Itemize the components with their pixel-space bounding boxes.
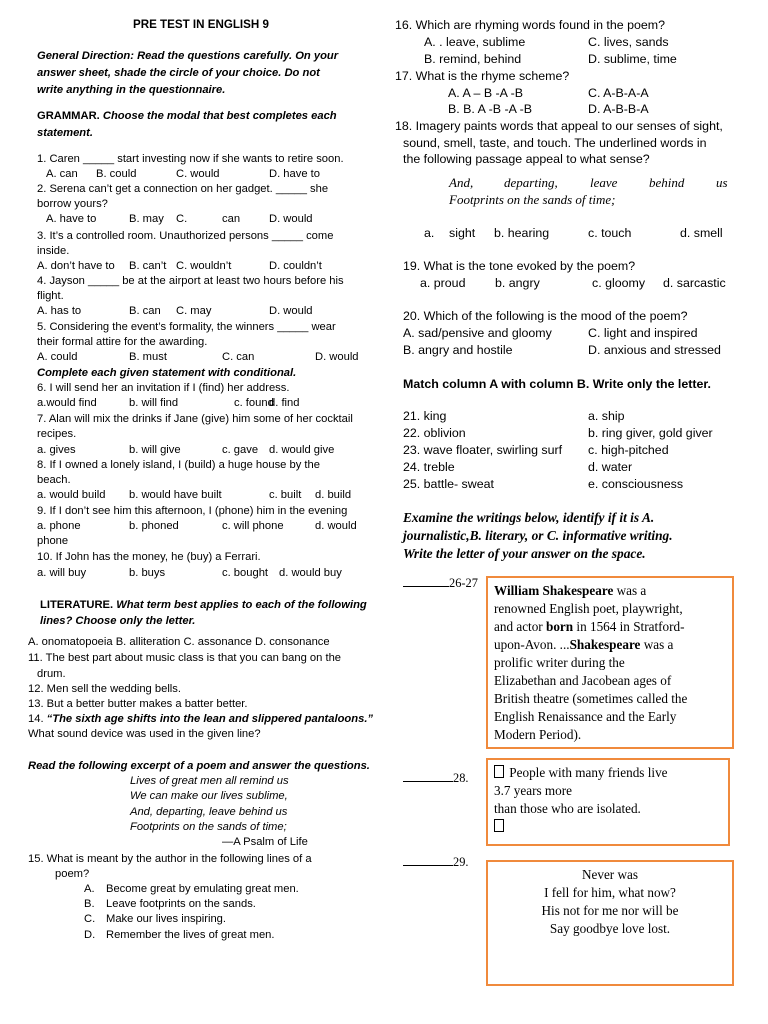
q16-option-d: D. sublime, time	[588, 52, 677, 66]
q8-option-b: b. would have built	[129, 489, 222, 501]
q15-option-d-letter: D.	[84, 929, 96, 941]
answer-blank-26-27[interactable]	[403, 575, 478, 591]
q6-option-c: c. found	[234, 397, 274, 409]
question-11-line-2: drum.	[37, 668, 66, 680]
question-9: 9. If I don’t see him this afternoon, I (phone) him in the evening	[37, 505, 348, 517]
examine-instruction-1: Examine the writings below, identify if it is A.	[403, 510, 655, 525]
box1-line-4-b: was a	[640, 637, 674, 652]
q18-option-a-letter: a.	[424, 226, 435, 240]
q4-option-c: C. may	[176, 305, 212, 317]
poem-line-1: Lives of great men all remind us	[130, 775, 289, 787]
box1-bold-shakespeare: Shakespeare	[569, 637, 641, 652]
question-6: 6. I will send her an invitation if I (find) her address.	[37, 382, 290, 394]
question-20: 20. Which of the following is the mood of the poem?	[403, 309, 688, 323]
question-14-number: 14.	[28, 713, 44, 725]
q10-option-a: a. will buy	[37, 567, 87, 579]
box1-line-4	[494, 636, 726, 654]
question-16: 16. Which are rhyming words found in the poem?	[395, 18, 665, 32]
grammar-instruction	[37, 109, 337, 124]
question-5-line-2: their formal attire for the awarding.	[37, 336, 208, 348]
missing-glyph-icon	[494, 819, 504, 832]
q19-option-a: a. proud	[420, 276, 466, 290]
question-3: 3. It’s a controlled room. Unauthorized persons _____ come	[37, 230, 334, 242]
examine-instruction-2: journalistic,B. literary, or C. informative writing.	[403, 528, 673, 543]
match-a-23: 23. wave floater, swirling surf	[403, 443, 563, 457]
q9-option-a: a. phone	[37, 520, 81, 532]
q15-option-a: Become great by emulating great men.	[106, 883, 299, 895]
match-a-24: 24. treble	[403, 460, 455, 474]
box1-line-6: Elizabethan and Jacobean ages of	[494, 673, 672, 688]
question-7-line-2: recipes.	[37, 428, 77, 440]
match-a-21: 21. king	[403, 409, 447, 423]
q18-passage-word-1: And,	[449, 175, 474, 190]
q6-option-d: d. find	[269, 397, 300, 409]
q2-option-d: D. would	[269, 213, 313, 225]
box3-line-4: Say goodbye love lost.	[549, 921, 671, 936]
item-28-label: 28.	[453, 771, 469, 785]
box1-line-5: prolific writer during the	[494, 655, 625, 670]
question-4: 4. Jayson _____ be at the airport at least two hours before his	[37, 275, 344, 287]
q9-option-c: c. will phone	[222, 520, 284, 532]
question-10: 10. If John has the money, he (buy) a Ferrari.	[37, 551, 261, 563]
q19-option-b: b. angry	[495, 276, 540, 290]
answer-blank-29[interactable]	[403, 854, 469, 870]
match-a-22: 22. oblivion	[403, 426, 466, 440]
missing-glyph-icon	[494, 765, 504, 778]
box3-line-3: His not for me nor will be	[541, 903, 679, 918]
q5-option-a: A. could	[37, 351, 78, 363]
box1-line-9: Modern Period).	[494, 727, 582, 742]
q8-option-a: a. would build	[37, 489, 106, 501]
question-4-line-2: flight.	[37, 290, 64, 302]
blank-line[interactable]	[403, 865, 453, 866]
q18-option-d: d. smell	[680, 226, 723, 240]
q4-option-b: B. can	[129, 305, 161, 317]
literature-instruction	[40, 598, 367, 613]
question-15: 15. What is meant by the author in the following lines of a	[28, 853, 312, 865]
q10-option-b: b. buys	[129, 567, 166, 579]
q5-option-b: B. must	[129, 351, 167, 363]
question-14	[28, 712, 373, 727]
match-a-25: 25. battle- sweat	[403, 477, 494, 491]
q10-option-d: d. would buy	[279, 567, 342, 579]
q5-option-d: D. would	[315, 351, 359, 363]
q18-passage-word-3: leave	[590, 175, 618, 190]
match-b-b: b. ring giver, gold giver	[588, 426, 713, 440]
match-b-a: a. ship	[588, 409, 625, 423]
box1-line-3	[494, 618, 726, 636]
q3-option-b: B. can’t	[129, 260, 167, 272]
q7-option-a: a. gives	[37, 444, 76, 456]
q19-option-d: d. sarcastic	[663, 276, 726, 290]
question-18-line-3: the following passage appeal to what sense?	[403, 152, 650, 166]
q15-option-c-letter: C.	[84, 913, 96, 925]
q9-option-b: b. phoned	[129, 520, 179, 532]
general-direction-line-1: General Direction: Read the questions carefully. On your	[37, 50, 339, 62]
grammar-instruction-text: Choose the modal that best completes each	[102, 110, 337, 122]
question-12: 12. Men sell the wedding bells.	[28, 683, 181, 695]
q20-option-b: B. angry and hostile	[403, 343, 513, 357]
examine-instruction-3: Write the letter of your answer on the space.	[403, 546, 646, 561]
q19-option-c: c. gloomy	[592, 276, 646, 290]
q2-option-b: B. may	[129, 213, 164, 225]
writing-sample-box-2	[486, 758, 730, 846]
q17-option-a: A. A – B -A -B	[448, 86, 524, 100]
blank-line[interactable]	[403, 781, 453, 782]
q6-option-b: b. will find	[129, 397, 179, 409]
box2-line-4	[494, 818, 722, 836]
q20-option-d: D. anxious and stressed	[588, 343, 721, 357]
q15-option-b-letter: B.	[84, 898, 95, 910]
general-direction-line-3: write anything in the questionnaire.	[37, 84, 226, 96]
q4-option-d: D. would	[269, 305, 313, 317]
q1-option-d: D. have to	[269, 168, 320, 180]
q4-option-a: A. has to	[37, 305, 82, 317]
q8-option-c: c. built	[269, 489, 302, 501]
question-9-line-3: phone	[37, 535, 69, 547]
match-b-d: d. water	[588, 460, 633, 474]
q17-option-d: D. A-B-B-A	[588, 102, 649, 116]
q15-option-d: Remember the lives of great men.	[106, 929, 275, 941]
q5-option-c: C. can	[222, 351, 255, 363]
q18-passage-word-2: departing,	[504, 175, 558, 190]
question-14-quote: “The sixth age shifts into the lean and slippered pantaloons.”	[46, 713, 374, 725]
question-14-line-2: What sound device was used in the given line?	[28, 728, 261, 740]
match-b-e: e. consciousness	[588, 477, 684, 491]
q8-option-d: d. build	[315, 489, 352, 501]
match-b-c: c. high-pitched	[588, 443, 669, 457]
poem-line-4: Footprints on the sands of time;	[130, 821, 287, 833]
question-3-line-2: inside.	[37, 245, 70, 257]
q18-option-c: c. touch	[588, 226, 632, 240]
literature-instruction-text: What term best applies to each of the following	[116, 599, 367, 611]
question-13: 13. But a better butter makes a batter better.	[28, 698, 248, 710]
box2-line-2: 3.7 years more	[494, 783, 572, 798]
q15-option-c: Make our lives inspiring.	[106, 913, 227, 925]
q2-option-c-text: can	[222, 213, 241, 225]
q18-option-a: sight	[449, 226, 476, 240]
question-18-line-2: sound, smell, taste, and touch. The underlined words in	[403, 136, 707, 150]
page-title: PRE TEST IN ENGLISH 9	[133, 18, 269, 31]
q17-option-c: C. A-B-A-A	[588, 86, 649, 100]
q15-option-a-letter: A.	[84, 883, 95, 895]
box3-line-2: I fell for him, what now?	[544, 885, 676, 900]
question-11: 11. The best part about music class is that you can bang on the	[28, 652, 342, 664]
q2-option-a: A. have to	[46, 213, 97, 225]
item-26-27-label: 26-27	[449, 576, 478, 590]
literature-instruction-2: lines? Choose only the letter.	[40, 615, 196, 627]
grammar-instruction-2: statement.	[37, 127, 93, 139]
q17-option-b: B. B. A -B -A -B	[448, 102, 533, 116]
box1-line-4-a: upon-Avon. ...	[494, 637, 570, 652]
q3-option-c: C. wouldn’t	[176, 260, 232, 272]
q2-option-c: C.	[176, 213, 188, 225]
sound-device-choices: A. onomatopoeia B. alliteration C. assonance D. consonance	[28, 636, 330, 648]
box1-bold-born: born	[546, 619, 574, 634]
writing-sample-box-3	[486, 860, 734, 986]
q1-option-c: C. would	[176, 168, 220, 180]
conditional-heading: Complete each given statement with conditional.	[37, 367, 297, 379]
q6-option-a: a.would find	[37, 397, 97, 409]
box2-line-1-text: People with many friends live	[506, 765, 668, 780]
box2-line-3: than those who are isolated.	[494, 801, 641, 816]
question-17: 17. What is the rhyme scheme?	[395, 69, 570, 83]
question-2-line-2: borrow yours?	[37, 198, 108, 210]
question-15-line-2: poem?	[55, 868, 90, 880]
poem-line-2: We can make our lives sublime,	[130, 790, 288, 802]
q20-option-a: A. sad/pensive and gloomy	[403, 326, 552, 340]
poem-line-3: And, departing, leave behind us	[130, 806, 288, 818]
box1-bold-name: William Shakespeare	[494, 583, 614, 598]
q7-option-d: d. would give	[269, 444, 335, 456]
writing-sample-box-1	[486, 576, 734, 749]
question-5: 5. Considering the event’s formality, the winners _____ wear	[37, 321, 336, 333]
question-7: 7. Alan will mix the drinks if Jane (give) him some of her cocktail	[37, 413, 353, 425]
q18-option-b: b. hearing	[494, 226, 550, 240]
q3-option-a: A. don’t have to	[37, 260, 115, 272]
q16-option-a: A. . leave, sublime	[424, 35, 526, 49]
q7-option-c: c. gave	[222, 444, 259, 456]
blank-line[interactable]	[403, 586, 449, 587]
q9-option-d: d. would	[315, 520, 357, 532]
question-8-line-2: beach.	[37, 474, 71, 486]
q18-passage-line-2: Footprints on the sands of time;	[449, 192, 616, 207]
q16-option-c: C. lives, sands	[588, 35, 669, 49]
item-29-label: 29.	[453, 855, 469, 869]
general-direction-line-2: answer sheet, shade the circle of your choice. Do not	[37, 67, 320, 79]
q16-option-b: B. remind, behind	[424, 52, 522, 66]
box2-line-1	[494, 764, 722, 782]
box1-line-1	[494, 582, 726, 600]
question-19: 19. What is the tone evoked by the poem?	[403, 259, 636, 273]
poem-instruction: Read the following excerpt of a poem and answer the questions.	[28, 760, 370, 772]
q1-option-b: B. could	[96, 168, 137, 180]
match-heading: Match column A with column B. Write only the letter.	[403, 377, 711, 391]
poem-credit: —A Psalm of Life	[222, 836, 308, 848]
box1-line-8: English Renaissance and the Early	[494, 709, 677, 724]
q3-option-d: D. couldn’t	[269, 260, 322, 272]
literature-heading: LITERATURE.	[40, 599, 114, 611]
box1-line-1-rest: was a	[613, 583, 647, 598]
grammar-heading: GRAMMAR.	[37, 110, 100, 122]
q1-option-a: A. can	[46, 168, 78, 180]
box3-line-1: Never was	[581, 867, 639, 882]
q10-option-c: c. bought	[222, 567, 269, 579]
question-2: 2. Serena can’t get a connection on her gadget. _____ she	[37, 183, 329, 195]
question-8: 8. If I owned a lonely island, I (build) a huge house by the	[37, 459, 320, 471]
q15-option-b: Leave footprints on the sands.	[106, 898, 256, 910]
question-1: 1. Caren _____ start investing now if she wants to retire soon.	[37, 153, 344, 165]
box1-line-3-a: and actor	[494, 619, 546, 634]
q18-passage-word-5: us	[716, 175, 728, 190]
q7-option-b: b. will give	[129, 444, 181, 456]
q18-passage-word-4: behind	[649, 175, 685, 190]
q20-option-c: C. light and inspired	[588, 326, 698, 340]
box1-line-2: renowned English poet, playwright,	[494, 601, 683, 616]
box1-line-7: British theatre (sometimes called the	[494, 691, 688, 706]
answer-blank-28[interactable]	[403, 770, 469, 786]
box1-line-3-b: in 1564 in Stratford-	[573, 619, 685, 634]
question-18: 18. Imagery paints words that appeal to our senses of sight,	[395, 119, 723, 133]
